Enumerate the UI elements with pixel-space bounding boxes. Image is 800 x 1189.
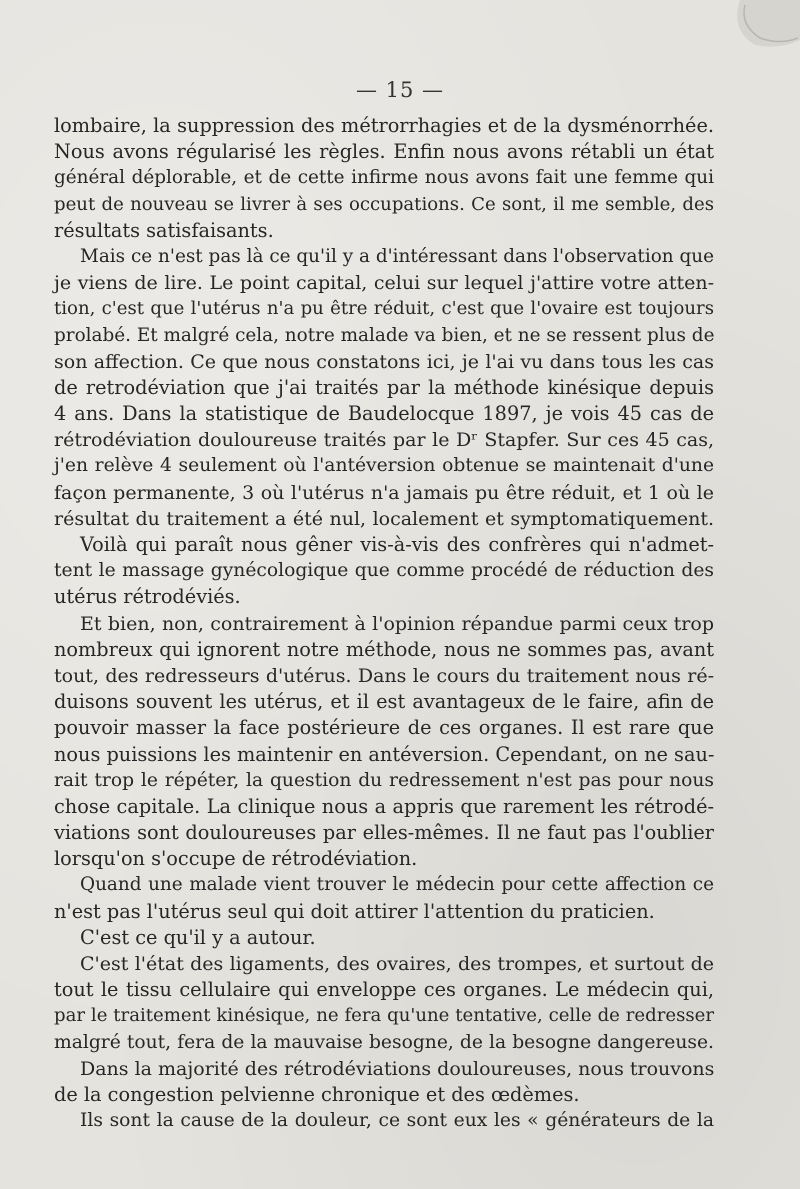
text-line: n'est pas l'utérus seul qui doit attirer l'attention du praticien.: [54, 899, 655, 923]
text-line: résultat du traitement a été nul, localement et symptomatiquement.: [54, 507, 714, 530]
text-line: Ils sont la cause de la douleur, ce sont eux les « générateurs de la: [80, 1110, 714, 1132]
text-line: tout le tissu cellulaire qui enveloppe ces organes. Le médecin qui,: [54, 978, 714, 1002]
text-line: de la congestion pelvienne chronique et des œdèmes.: [54, 1082, 580, 1106]
text-line: son affection. Ce que nous constatons ici, je l'ai vu dans tous les cas: [54, 350, 714, 373]
text-line: tout, des redresseurs d'utérus. Dans le cours du traitement nous ré-: [54, 664, 714, 687]
text-line: 4 ans. Dans la statistique de Baudelocque 1897, je vois 45 cas de: [54, 402, 714, 426]
text-line: rétrodéviation douloureuse traités par le Dʳ Stapfer. Sur ces 45 cas,: [54, 429, 714, 452]
text-line: Voilà qui paraît nous gêner vis-à-vis des confrères qui n'admet-: [80, 533, 714, 556]
text-line: viations sont douloureuses par elles-mêmes. Il ne faut pas l'oublier: [54, 821, 714, 845]
text-line: peut de nouveau se livrer à ses occupations. Ce sont, il me semble, des: [54, 193, 714, 215]
text-line: nous puissions les maintenir en antéversion. Cependant, on ne sau-: [54, 742, 715, 766]
text-line: de retrodéviation que j'ai traités par la méthode kinésique depuis: [54, 375, 714, 399]
text-line: malgré tout, fera de la mauvaise besogne, de la besogne dangereuse.: [54, 1031, 714, 1053]
text-line: Et bien, non, contrairement à l'opinion répandue parmi ceux trop: [80, 612, 714, 635]
text-line: je viens de lire. Le point capital, celui sur lequel j'attire votre atten-: [54, 272, 714, 295]
text-line: nombreux qui ignorent notre méthode, nous ne sommes pas, avant: [54, 637, 714, 661]
text-line: façon permanente, 3 où l'utérus n'a jamais pu être réduit, et 1 où le: [54, 481, 714, 504]
text-line: chose capitale. La clinique nous a appris que rarement les rétrodé-: [54, 794, 714, 818]
text-line: pouvoir masser la face postérieure de ces organes. Il est rare que: [54, 716, 714, 740]
text-line: résultats satisfaisants.: [54, 218, 274, 242]
text-line: lorsqu'on s'occupe de rétrodéviation.: [54, 847, 418, 871]
text-line: lombaire, la suppression des métrorrhagies et de la dysménorrhée.: [54, 114, 714, 137]
text-line: Mais ce n'est pas là ce qu'il y a d'intéressant dans l'observation que: [80, 245, 714, 267]
text-line: par le traitement kinésique, ne fera qu'une tentative, celle de redresser: [54, 1005, 714, 1027]
text-line: général déplorable, et de cette infirme nous avons fait une femme qui: [54, 167, 714, 189]
text-line: Quand une malade vient trouver le médecin pour cette affection ce: [80, 874, 714, 896]
body-text: [54, 113, 714, 1134]
text-line: utérus rétrodéviés.: [54, 585, 241, 609]
text-line: duisons souvent les utérus, et il est avantageux de le faire, afin de: [54, 690, 714, 714]
text-line: Nous avons régularisé les règles. Enfin nous avons rétabli un état: [54, 140, 714, 164]
text-line: C'est ce qu'il y a autour.: [80, 925, 316, 949]
text-line: j'en relève 4 seulement où l'antéversion obtenue se maintenait d'une: [54, 455, 714, 477]
page-number: — 15 —: [355, 78, 445, 102]
folded-corner-shadow: [710, 0, 800, 60]
text-line: C'est l'état des ligaments, des ovaires, des trompes, et surtout de: [80, 953, 714, 975]
text-line: Dans la majorité des rétrodéviations douloureuses, nous trouvons: [80, 1057, 715, 1080]
text-line: tent le massage gynécologique que comme procédé de réduction des: [54, 560, 714, 582]
text-line: prolabé. Et malgré cela, notre malade va bien, et ne se ressent plus de: [54, 324, 715, 346]
text-line: rait trop le répéter, la question du redressement n'est pas pour nous: [54, 769, 714, 791]
text-line: tion, c'est que l'utérus n'a pu être réduit, c'est que l'ovaire est toujours: [54, 298, 714, 320]
